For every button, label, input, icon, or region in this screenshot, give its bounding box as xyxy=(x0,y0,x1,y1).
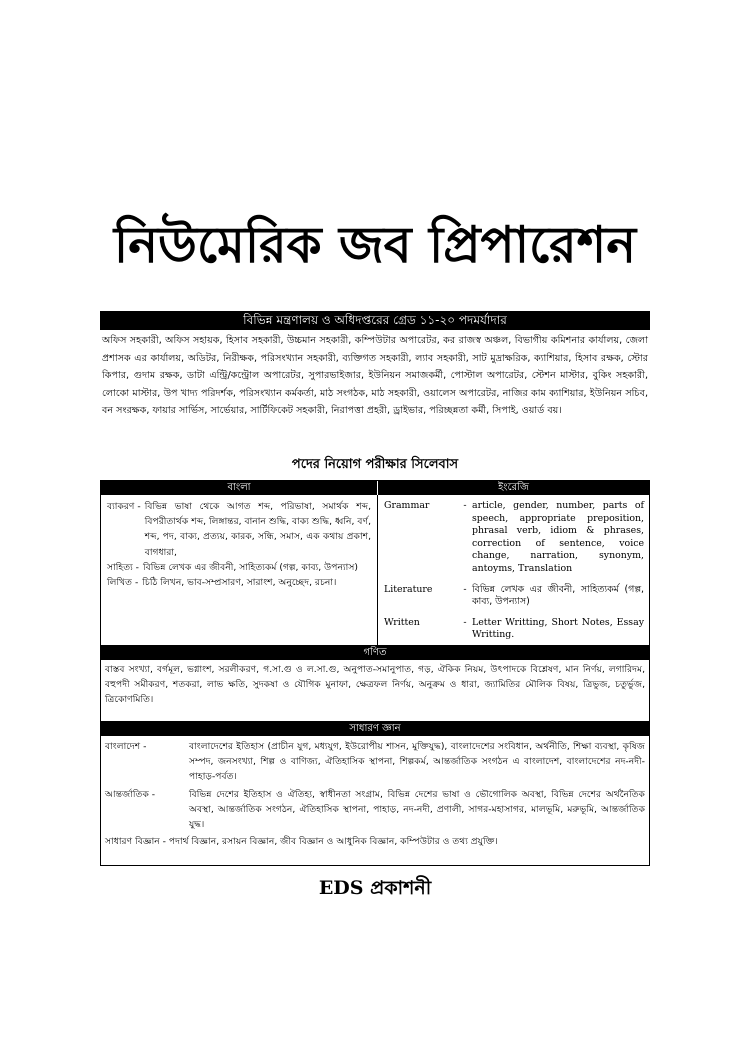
english-row xyxy=(384,500,644,576)
gk-heading: সাধারণ জ্ঞান xyxy=(101,721,649,736)
bangla-row-value: বিভিন্ন ভাষা থেকে আগত শব্দ, পরিভাষা, সমার্থক শব্দ, বিপরীতার্থক শব্দ, লিঙ্গান্তর, বানান শুদ্ধি, বাক্য শুদ্ধি, ধ্বনি, বর্ণ, শব্দ, পদ, বাক্য, প্রত্যয়, কারক, সন্ধি, সমাস, এক কথায় প্রকাশ, বাগধারা, xyxy=(144,501,371,558)
gk-row xyxy=(105,739,645,785)
bangla-row-value: বিভিন্ন লেখক এর জীবনী, সাহিত্যকর্ম (গল্প, কাব্য, উপন্যাস) xyxy=(142,561,358,573)
gk-cell xyxy=(105,739,645,849)
english-row-dash: - xyxy=(463,616,467,628)
book-title: নিউমেরিক জব প্রিপারেশন xyxy=(113,215,637,274)
english-row-value: Letter Writting, Short Notes, Essay Writting. xyxy=(472,616,644,641)
gk-row-value: বিভিন্ন দেশের ইতিহাস ও ঐতিহ্য, স্বাধীনতা সংগ্রাম, বিভিন্ন দেশের ভাষা ও ভৌগোলিক অবস্থা, বিভিন্ন দেশের অর্থনৈতিক অবস্থা, আন্তর্জাতিক সংগঠন, ঐতিহাসিক স্থাপনা, পাহাড়, নদ-নদী, প্রণালী, সাগর-মহাসাগর, মালভূমি, মরুভূমি, আন্তর্জাতিক যুদ্ধ। xyxy=(189,788,645,831)
gk-row-key: বাংলাদেশ - xyxy=(105,741,147,752)
english-row-dash: - xyxy=(463,500,467,511)
posts-section xyxy=(100,311,650,420)
syllabus-heading: পদের নিয়োগ পরীক্ষার সিলেবাস xyxy=(291,457,459,472)
column-divider xyxy=(377,495,378,645)
bangla-row xyxy=(107,560,371,575)
gk-science: সাধারণ বিজ্ঞান - পদার্থ বিজ্ঞান, রসায়ন বিজ্ঞান, জীব বিজ্ঞান ও আধুনিক বিজ্ঞান, কম্পিউটার ও তথ্য প্রযুক্তি। xyxy=(105,836,498,848)
gk-row-value: বাংলাদেশের ইতিহাস (প্রাচীন যুগ, মধ্যযুগ, ইউরোপীয় শাসন, মুক্তিযুদ্ধ), বাংলাদেশের সংবিধান, অর্থনীতি, শিক্ষা ব্যবস্থা, কৃষিজ সম্পদ, জনসংখ্যা, শিল্প ও বাণিজ্য, ঐতিহাসিক স্থাপনা, শিল্পকর্ম, আন্তর্জাতিক সংগঠন এ বাংলাদেশ, বাংলাদেশের নদ-নদী-পাহাড়-পর্বত। xyxy=(189,741,645,783)
gk-row-key: আন্তর্জাতিক - xyxy=(105,788,156,800)
english-row-key: Grammar xyxy=(384,500,430,511)
english-row xyxy=(384,617,644,642)
english-row-key: Literature xyxy=(384,583,433,595)
posts-list: অফিস সহকারী, অফিস সহায়ক, হিসাব সহকারী, উচ্চমান সহকারী, কম্পিউটার অপারেটর, কর রাজস্ব অঞ্চল, বিভাগীয় কমিশনার কার্যালয়, জেলা প্রশাসক এর কার্যালয়, অডিটর, নিরীক্ষক, পরিসংখ্যান সহকারী, ব্যক্তিগত সহকারী, ল্যাব সহকারী, সাট মুদ্রাক্ষরিক, ক্যাশিয়ার, হিসাব রক্ষক, স্টোর কিপার, গুদাম রক্ষক, ডাটা এন্ট্রি/কন্ট্রোল অপারেটর, সুপারভাইজার, ইউনিয়ন সমাজকর্মী, পোস্টাল অপারেটর, স্টেশন মাস্টার, বুকিং সহকারী, লোকো মাস্টার, উপ খাদ্য পরিদর্শক, পরিসংখ্যান কর্মকর্তা, মাঠ সংগঠক, মাঠ সহকারী, ওয়ালেস অপারেটর, নাজির কাম ক্যাশিয়ার, ইউনিয়ন সচিব, বন সংরক্ষক, ফায়ার সার্ভিস, সার্ভেয়ার, সার্টিফিকেট সহকারী, নিরাপত্তা প্রহরী, ড্রাইভার, পরিচ্ছন্নতা কর্মী, সিপাই, ওয়ার্ড বয়। xyxy=(102,335,648,417)
math-heading: গণিত xyxy=(101,645,649,660)
english-cell xyxy=(384,500,644,642)
syllabus-table xyxy=(100,480,650,866)
english-row-value: বিভিন্ন লেখক এর জীবনী, সাহিত্যকর্ম (গল্প, কাব্য, উপন্যাস) xyxy=(472,583,644,608)
english-row-key: Written xyxy=(384,616,420,628)
bangla-row-key: ব্যাকরণ - xyxy=(107,501,141,512)
bangla-row-key: লিখিত - xyxy=(107,577,139,589)
bangla-row-key: সাহিত্য - xyxy=(107,561,139,573)
bangla-row-value: চিঠি লিখন, ভাব-সম্প্রসারণ, সারাংশ, অনুচ্ছেদ, রচনা। xyxy=(142,577,337,589)
math-text: বাস্তব সংখ্যা, বর্গমূল, ভগ্নাংশ, সরলীকরণ, গ.সা.গু ও ল.সা.গু, অনুপাত-সমানুপাত, গড়, ঐকিক নিয়ম, উৎপাদকে বিশ্লেষণ, মান নির্ণয়, লগারিদম, বহুপদী সমীকরণ, শতকরা, লাভ ক্ষতি, সুদকষা ও যৌগিক মুনাফা, ক্ষেত্রফল নির্ণয়, অনুক্রম ও ধারা, জ্যামিতির মৌলিক বিষয়, ত্রিভুজ, চতুর্ভুজ, ত্রিকোণমিতি। xyxy=(105,664,645,706)
english-row-value: article, gender, number, parts of speech, appropriate preposition, phrasal verb, idiom & phrases, correction of sentence, voice change, narration, synonym, antoyms, Translation xyxy=(472,500,644,574)
bangla-row xyxy=(107,575,371,590)
posts-heading: বিভিন্ন মন্ত্রণালয় ও অধিদপ্তরের গ্রেড ১১-২০ পদমর্যাদার xyxy=(100,311,650,330)
bangla-heading: বাংলা xyxy=(101,481,377,495)
english-heading: ইংরেজি xyxy=(378,481,649,495)
bangla-row xyxy=(107,499,371,560)
english-row xyxy=(384,584,644,609)
english-row-dash: - xyxy=(463,583,467,595)
publisher-footer xyxy=(0,874,750,902)
publisher-brand: EDS xyxy=(318,877,364,899)
bangla-cell xyxy=(107,499,371,590)
publisher-name: প্রকাশনী xyxy=(370,877,432,899)
gk-row xyxy=(105,787,645,833)
